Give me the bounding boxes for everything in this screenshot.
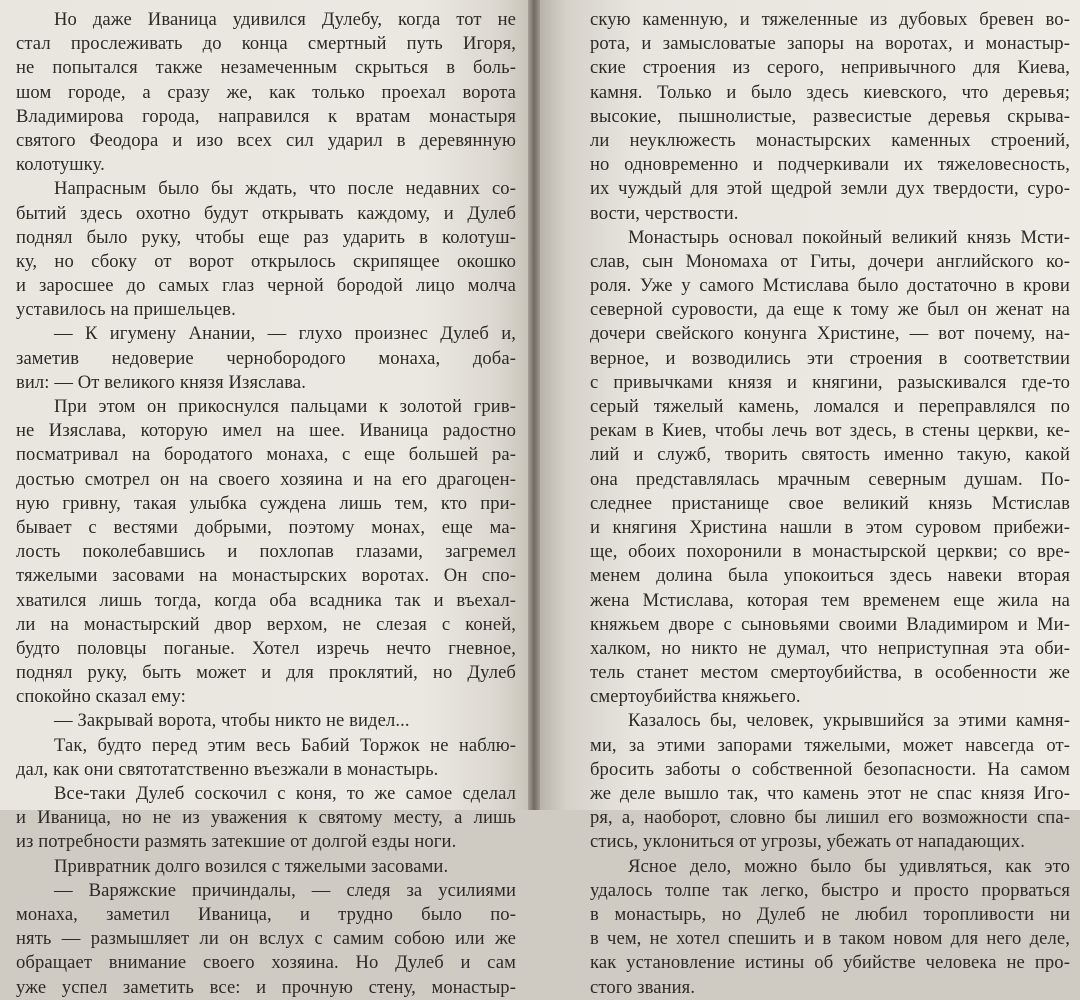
text-line: в монастырь, но Дулеб не любил торопливости ни: [590, 903, 1070, 925]
text-line: следнее пристанище свое великий князь Мстислав: [590, 492, 1070, 514]
text-line: стого звания.: [590, 976, 696, 998]
text-line: и заросшее до самых глаз черной бородой лицо молча: [16, 275, 516, 297]
text-line: Монастырь основал покойный великий князь Мсти-: [628, 226, 1070, 248]
text-line: их чуждый для этой щедрой земли дух твердости, суро-: [590, 178, 1070, 200]
text-line: стал прослеживать до конца смертный путь Игоря,: [16, 33, 516, 55]
text-line: рота, и замысловатые запоры на воротах, и монастыр-: [590, 33, 1070, 55]
text-line: дал, как они святотатственно въезжали в монастырь.: [16, 758, 439, 780]
text-line: спокойно сказал ему:: [16, 686, 186, 708]
text-line: Но даже Иваница удивился Дулебу, когда тот не: [54, 9, 516, 30]
text-line: — Варяжские причиндалы, — следя за усилиями: [54, 879, 516, 901]
text-line: Все-таки Дулеб соскочил с коня, то же самое сделал: [54, 783, 516, 804]
text-line: дочери свейского конунга Христине, — вот почему, на-: [590, 323, 1070, 345]
text-line: посматривал на бородатого монаха, с еще большей ра-: [16, 444, 516, 466]
text-line: ми, за этими запорами тяжелыми, может навсегда от-: [590, 734, 1070, 756]
text-line: шом городе, а сразу же, как только проехал ворота: [16, 81, 516, 103]
text-line: скую каменную, и тяжеленные из дубовых бревен во-: [590, 9, 1070, 30]
text-line: княжьем дворе с сыновьями своими Владимиром и Ми-: [590, 613, 1070, 635]
text-line: в чем, не хотел спешить и в таком новом для него деле,: [590, 928, 1070, 950]
text-line: не Изяслава, которую имел на шее. Иваница радостно: [16, 420, 516, 442]
text-line: халком, но никто не думал, что неприступная эта оби-: [590, 637, 1070, 659]
text-line: Владимирова города, направился к вратам монастыря: [16, 105, 516, 127]
text-line: она представлялась мрачным северным душам. По-: [590, 468, 1070, 490]
text-line: смертоубийства княжьего.: [590, 686, 801, 708]
text-line: камня. Только и было здесь киевского, что деревья;: [590, 81, 1070, 103]
text-line: менем долина была упокоиться здесь навеки вторая: [590, 565, 1070, 587]
book-gutter: [528, 0, 540, 810]
text-line: с привычками князя и княгини, разыскивался где-то: [590, 371, 1070, 393]
left-page: [0, 0, 528, 998]
text-line: ские строения из серого, непривычного для Киева,: [590, 57, 1070, 79]
text-line: тяжелыми засовами на монастырских воротах. Он спо-: [16, 565, 516, 587]
text-line: бывает с вестями добрыми, поэтому монах, еще ма-: [16, 516, 516, 538]
text-line: высокие, пышнолистые, развесистые деревья скрыва-: [590, 105, 1070, 127]
text-line: Ясное дело, можно было бы удивляться, как это: [628, 855, 1070, 877]
text-line: заметив недоверие чернобородого монаха, доба-: [16, 347, 516, 369]
text-line: поднял руку, быть может и для проклятий, но Дулеб: [16, 662, 516, 684]
text-line: серый тяжелый камень, ломался и переправлялся по: [590, 396, 1070, 417]
text-line: ли неуклюжесть монастырских каменных строений,: [590, 129, 1070, 151]
text-line: уже успел заметить все: и прочную стену, монастыр-: [16, 976, 516, 998]
text-line: святого Феодора и изо всех сил ударил в деревянную: [16, 129, 516, 151]
text-line: лий и служб, творить святость именно такую, какой: [590, 444, 1070, 466]
text-line: вил: — От великого князя Изяслава.: [16, 371, 306, 393]
text-line: лость поколебавшись и похлопав глазами, загремел: [16, 541, 516, 563]
text-line: вости, черствости.: [590, 202, 739, 224]
text-line: ли на монастырский двор верхом, не слезая с коней,: [16, 613, 516, 635]
text-line: слав, сын Мономаха от Гиты, дочери английского ко-: [590, 250, 1070, 272]
text-line: Казалось бы, человек, укрывшийся за этими камня-: [628, 710, 1070, 732]
text-line: жена Мстислава, которая тем временем еще жила на: [590, 589, 1070, 611]
text-line: бытий здесь охотно будут открывать каждому, и Дулеб: [16, 202, 516, 224]
text-line: При этом он прикоснулся пальцами к золотой грив-: [54, 396, 516, 417]
text-line: же деле вышло так, что камень этот не спас князя Иго-: [590, 783, 1070, 804]
text-line: уставилось на пришельцев.: [16, 299, 236, 321]
text-line: как установление истины об убийстве человека не про-: [590, 952, 1070, 974]
text-line: тель станет местом смертоубийства, в особенности же: [590, 662, 1070, 684]
text-line: Так, будто перед этим весь Бабий Торжок не наблю-: [54, 734, 516, 756]
text-line: но одновременно и подчеркивали их тяжеловесность,: [590, 154, 1070, 176]
text-line: из потребности размять затекшие от долгой езды ноги.: [16, 831, 457, 853]
text-line: — К игумену Анании, — глухо произнес Дулеб и,: [54, 323, 516, 345]
text-line: и княгиня Христина нашли в этом суровом прибежи-: [590, 516, 1070, 538]
text-line: роля. Уже у самого Мстислава было достаточно в крови: [590, 275, 1070, 297]
text-line: колотушку.: [16, 154, 105, 176]
text-line: монаха, заметил Иваница, и трудно было по-: [16, 903, 516, 925]
text-line: стись, уклониться от угрозы, убежать от нападающих.: [590, 831, 1025, 853]
text-line: нять — размышляет ли он вслух с самим собою или же: [16, 928, 516, 950]
text-line: хватился лишь тогда, когда оба всадника так и въехал-: [16, 589, 516, 611]
text-line: верное, и возводились эти строения в соответствии: [590, 347, 1070, 369]
text-line: северной суровости, да еще к тому же был он женат на: [590, 299, 1070, 321]
right-page-text: [590, 8, 1070, 1000]
text-line: — Закрывай ворота, чтобы никто не видел...: [54, 710, 410, 732]
text-line: Напрасным было бы ждать, что после недавних со-: [54, 178, 516, 200]
text-line: ще, обоих похоронили в монастырской церкви; со вре-: [590, 541, 1070, 563]
text-line: будто половцы поганые. Хотел изречь нечто гневное,: [16, 637, 516, 659]
right-page: [540, 0, 1080, 998]
text-line: рекам в Киев, чтобы лечь вот здесь, в стены церкви, ке-: [590, 420, 1070, 442]
text-line: ку, но сбоку от ворот открылось скрипящее окошко: [16, 250, 516, 272]
text-line: ря, а, наоборот, словно бы лишил его возможности спа-: [590, 807, 1070, 829]
text-line: бросить заботы о собственной безопасности. На самом: [590, 758, 1070, 780]
text-line: и Иваница, но не из уважения к святому месту, а лишь: [16, 807, 516, 829]
text-line: удалось толпе так легко, быстро и просто прорваться: [590, 879, 1070, 901]
text-line: не попытался также незамеченным скрыться в боль-: [16, 57, 516, 79]
text-line: поднял было руку, чтобы еще раз ударить в колотуш-: [16, 226, 516, 248]
text-line: Привратник долго возился с тяжелыми засовами.: [54, 855, 449, 877]
text-line: ную гривну, такая улыбка суждена лишь тем, кто при-: [16, 492, 516, 514]
text-line: достью смотрел он на своего хозяина и на его драгоцен-: [16, 468, 516, 490]
left-page-text: [16, 8, 516, 1000]
text-line: обращает внимание своего хозяина. Но Дулеб и сам: [16, 952, 516, 974]
